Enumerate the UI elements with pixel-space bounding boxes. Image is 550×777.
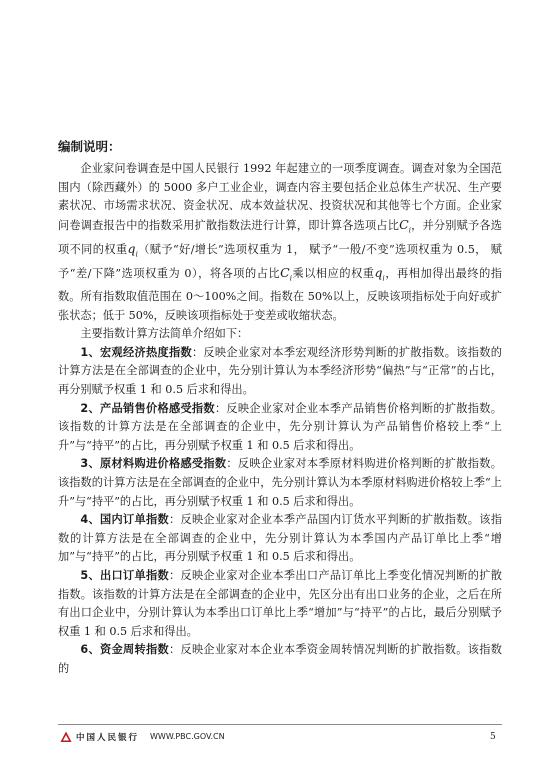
website-url: WWW.PBC.GOV.CN — [150, 732, 225, 741]
symbol-q-i: $q_i$ — [127, 240, 138, 259]
method-title: 宏观经济热度指数 — [99, 345, 192, 359]
symbol-c-i: $C_i$ — [280, 264, 292, 283]
method-title: 原材料购进价格感受指数 — [99, 457, 227, 471]
methods-intro: 主要指数计算方法简单介绍如下： — [80, 327, 249, 341]
method-item-1: 1、宏观经济热度指数：反映企业家对本季宏观经济形势判断的扩散指数。该指数的计算方法是在全部调查的企业中，先分别计算认为本季经济形势“偏热”与“正常”的占比，再分别赋予权重 1 和 0.5 后求和得出。 — [58, 345, 502, 397]
symbol-c-i: $C_i$ — [399, 216, 411, 235]
bank-name-logo: 中国人民银行 — [76, 733, 140, 743]
method-title: 产品销售价格感受指数 — [99, 401, 215, 415]
footer-divider — [58, 724, 502, 725]
method-item-3: 3、原材料购进价格感受指数：反映企业家对本季原材料购进价格判断的扩散指数。该指数的计算方法是在全部调查的企业中，先分别计算认为本季原材料购进价格较上季“上升”与“持平”的占比，再分别赋予权重 1 和 0.5 后求和得出。 — [58, 457, 502, 508]
section-heading: 编制说明： — [58, 139, 121, 154]
page-footer — [0, 724, 550, 754]
intro-paragraph: 企业家问卷调查是中国人民银行 1992 年起建立的一项季度调查。调查对象为全国范围内（除西藏外）的 5000 多户工业企业，调查内容主要包括企业总体生产状况、生产要素状况、市场需求状况、资金状况、成本效益状况、投资状况和其他等七个方面。企业家问卷调查报告中的指数采用扩散指数法进行计算，即计算各选项占比$C_i$，并分别赋予各选项不同的权重$q_i$（赋予“好/增长”选项权重为 1， 赋予“一般/不变”选项权重为 0.5， 赋予“差/下降”选项权重为 0），将各项的占比$C_i$乘以相应的权重$q_i$，再相加得出最终的指数。所有指数取值范围在 0～100%之间。指数在 50%以上，反映该项指标处于向好或扩张状态；低于 50%，反映该项指标处于变差或收缩状态。 — [58, 162, 502, 322]
body-text — [58, 160, 502, 679]
pbc-logo-icon — [60, 731, 72, 743]
method-title: 出口订单指数 — [99, 568, 169, 582]
page-number: 5 — [490, 732, 496, 742]
method-item-2: 2、产品销售价格感受指数：反映企业家对企业本季产品销售价格判断的扩散指数。该指数的计算方法是在全部调查的企业中，先分别计算认为产品销售价格较上季“上升”与“持平”的占比，再分别赋予权重 1 和 0.5 后求和得出。 — [58, 401, 502, 452]
method-item-6: 6、资金周转指数：反映企业家对本企业本季资金周转情况判断的扩散指数。该指数的 — [58, 643, 502, 675]
method-title: 国内订单指数 — [99, 513, 169, 527]
method-item-5: 5、出口订单指数：反映企业家对企业本季出口产品订单比上季变化情况判断的扩散指数。该指数的计算方法是在全部调查的企业中，先区分出有出口业务的企业，之后在所有出口企业中，分别计算认为本季出口订单比上季“增加”与“持平”的占比，最后分别赋予权重 1 和 0.5 后求和得出。 — [58, 568, 502, 638]
symbol-q-i: $q_i$ — [374, 264, 385, 283]
method-title: 资金周转指数 — [99, 643, 169, 657]
method-item-4: 4、国内订单指数：反映企业家对企业本季产品国内订货水平判断的扩散指数。该指数的计算方法是在全部调查的企业中，先分别计算认为本季国内产品订单比上季“增加”与“持平”的占比，再分别赋予权重 1 和 0.5 后求和得出。 — [58, 513, 502, 564]
